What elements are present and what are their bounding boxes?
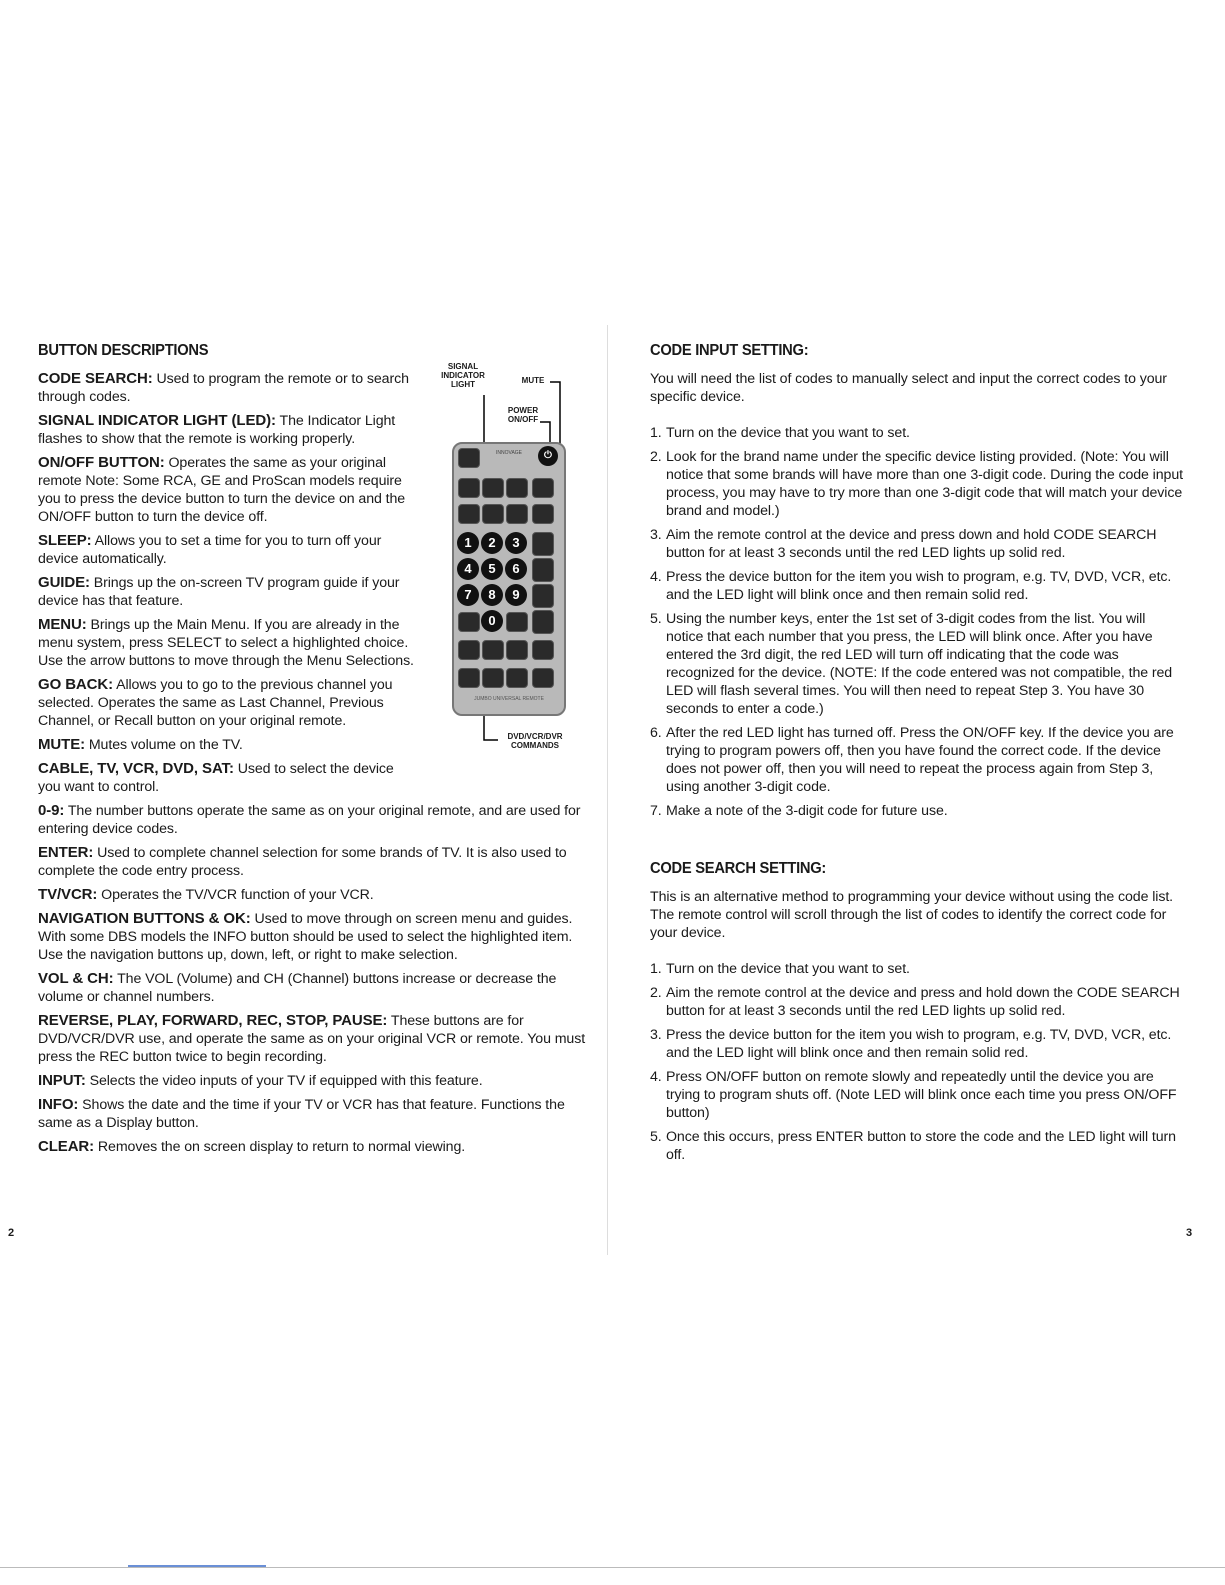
remote-strip-label: JUMBO UNIVERSAL REMOTE	[474, 696, 544, 702]
description-text: Allows you to set a time for you to turn off your device automatically.	[38, 533, 382, 567]
remote-body	[452, 442, 566, 716]
digit-2-key: 2	[481, 532, 503, 554]
description-term: SIGNAL INDICATOR LIGHT (LED):	[38, 412, 276, 429]
step-text: Press the device button for the item you wish to program, e.g. TV, DVD, VCR, etc. and the LED light will blink once and then remain solid red.	[666, 1027, 1172, 1061]
step-text: Aim the remote control at the device and press and hold down the CODE SEARCH button for at least 3 seconds until the red LED lights up solid red.	[666, 985, 1180, 1019]
signal-indicator-label: SIGNAL INDICATOR LIGHT	[441, 362, 485, 389]
step-text: Turn on the device that you want to set.	[666, 425, 910, 441]
description-term: MENU:	[38, 616, 87, 633]
description-text: Shows the date and the time if your TV or VCR has that feature. Functions the same as a Display button.	[38, 1097, 565, 1131]
step-number: 7.	[650, 803, 662, 819]
description-text: Allows you to go to the previous channel you selected. Operates the same as Last Channel, Previous Channel, or Recall button on your original remote.	[38, 677, 393, 729]
scan-blue-mark	[128, 1565, 266, 1567]
step-text: Press ON/OFF button on remote slowly and repeatedly until the device you are trying to program shuts off. (Note LED will blink once each time you press ON/OFF button)	[666, 1069, 1177, 1121]
step-item	[650, 526, 1185, 562]
vol-up-key	[532, 584, 554, 608]
step-text: Press the device button for the item you wish to program, e.g. TV, DVD, VCR, etc. and the LED light will blink once and then remain solid red.	[666, 569, 1172, 603]
description-entry	[38, 736, 418, 754]
digit-5-key: 5	[481, 558, 503, 580]
step-text: Once this occurs, press ENTER button to store the code and the LED light will turn off.	[666, 1129, 1176, 1163]
step-item	[650, 448, 1185, 520]
remote-illustration	[440, 362, 600, 762]
description-term: GUIDE:	[38, 574, 90, 591]
description-text: Used to complete channel selection for some brands of TV. It is also used to complete the code entry process.	[38, 845, 567, 879]
description-term: CABLE, TV, VCR, DVD, SAT:	[38, 760, 234, 777]
digit-4-key: 4	[457, 558, 479, 580]
description-term: CLEAR:	[38, 1138, 95, 1155]
step-number: 6.	[650, 725, 662, 741]
brand-logo: INNOVAGE	[495, 450, 523, 456]
play-key	[482, 640, 504, 660]
description-entry	[38, 574, 418, 610]
description-term: 0-9:	[38, 802, 65, 819]
step-number: 5.	[650, 611, 662, 627]
input-key	[532, 640, 554, 660]
step-number: 2.	[650, 985, 662, 1001]
description-text: Used to move through on screen menu and guides. With some DBS models the INFO button should be used to select the highlighted item. Use the navigation buttons up, down, left, or right to make selection.	[38, 911, 573, 963]
description-term: SLEEP:	[38, 532, 92, 549]
description-text: The VOL (Volume) and CH (Channel) buttons increase or decrease the volume or channel numbers.	[38, 971, 557, 1005]
description-term: GO BACK:	[38, 676, 114, 693]
step-number: 1.	[650, 961, 662, 977]
step-item	[650, 1128, 1185, 1164]
digit-1-key: 1	[457, 532, 479, 554]
step-item	[650, 960, 1185, 978]
code-input-heading: CODE INPUT SETTING:	[650, 342, 809, 359]
menu-key	[506, 478, 528, 498]
description-text: These buttons are for DVD/VCR/DVR use, and operate the same as on your original VCR or remote. You must press the REC button twice to begin recording.	[38, 1013, 586, 1065]
step-text: Turn on the device that you want to set.	[666, 961, 910, 977]
description-text: Selects the video inputs of your TV if equipped with this feature.	[85, 1073, 483, 1089]
step-item	[650, 1068, 1185, 1122]
power-label: POWER ON/OFF	[507, 406, 539, 424]
left-page-number: 2	[8, 1227, 15, 1239]
enter-key	[458, 612, 480, 632]
step-text: Using the number keys, enter the 1st set of 3-digit codes from the list. You will notice that each number that you press, the LED will blink once. After you have entered the 3rd digit, the red LED will turn off indicating that the code was recognized for the device. (NOTE: If the code entered was not compatible, the red LED will flash several times. You will then need to repeat Step 3. You have 30 seconds to enter a code.)	[666, 611, 1173, 717]
description-entry	[38, 1096, 586, 1132]
description-entry	[38, 676, 418, 730]
vol-down-key	[532, 610, 554, 634]
description-term: INPUT:	[38, 1072, 86, 1089]
clear-key	[532, 668, 554, 688]
description-entry	[38, 616, 418, 670]
step-item	[650, 1026, 1185, 1062]
description-term: ENTER:	[38, 844, 94, 861]
tv-vcr-key	[506, 612, 528, 632]
code-search-heading: CODE SEARCH SETTING:	[650, 860, 827, 877]
ch-down-key	[532, 558, 554, 582]
description-term: VOL & CH:	[38, 970, 114, 987]
description-entry	[38, 1138, 586, 1156]
description-term: INFO:	[38, 1096, 79, 1113]
step-text: Aim the remote control at the device and press down and hold CODE SEARCH button for at least 3 seconds until the red LED lights up solid red.	[666, 527, 1157, 561]
description-entry	[38, 1012, 586, 1066]
sleep-key	[458, 478, 480, 498]
description-entry	[38, 454, 418, 526]
code-input-steps	[650, 424, 1185, 820]
right-page-number: 3	[1186, 1227, 1193, 1239]
description-text: Operates the same as your original remote Note: Some RCA, GE and ProScan models require you to press the device button to turn the device on and the ON/OFF button to turn the device off.	[38, 455, 406, 525]
description-entry	[38, 1072, 586, 1090]
description-entry	[38, 760, 418, 796]
description-text: Mutes volume on the TV.	[85, 737, 243, 753]
cable-key	[458, 504, 480, 524]
step-number: 2.	[650, 449, 662, 465]
description-text: The number buttons operate the same as on your original remote, and are used for entering device codes.	[38, 803, 581, 837]
digit-8-key: 8	[481, 584, 503, 606]
digit-0-key: 0	[481, 610, 503, 632]
tv-key	[482, 504, 504, 524]
description-text: Brings up the Main Menu. If you are already in the menu system, press SELECT to select a highlighted choice. Use the arrow buttons to move through the Menu Selections.	[38, 617, 414, 669]
code-search-key	[458, 448, 480, 468]
description-text: Removes the on screen display to return to normal viewing.	[94, 1139, 466, 1155]
vcr-key	[506, 504, 528, 524]
digit-7-key: 7	[457, 584, 479, 606]
step-item	[650, 424, 1185, 442]
step-text: Look for the brand name under the specific device listing provided. (Note: You will notice that some brands will have more than one 3-digit code. During the code input process, you may have to try more than one 3-digit code that will match your device brand and model.)	[666, 449, 1183, 519]
reverse-key	[458, 640, 480, 660]
description-entry	[38, 802, 586, 838]
step-number: 3.	[650, 1027, 662, 1043]
description-term: ON/OFF BUTTON:	[38, 454, 165, 471]
step-item	[650, 610, 1185, 718]
description-entry	[38, 532, 418, 568]
description-term: REVERSE, PLAY, FORWARD, REC, STOP, PAUSE:	[38, 1012, 388, 1029]
description-text: Operates the TV/VCR function of your VCR.	[97, 887, 374, 903]
description-text: Brings up the on-screen TV program guide if your device has that feature.	[38, 575, 400, 609]
description-term: TV/VCR:	[38, 886, 98, 903]
description-term: MUTE:	[38, 736, 85, 753]
right-page	[650, 330, 1185, 1170]
ch-up-key	[532, 532, 554, 556]
step-number: 1.	[650, 425, 662, 441]
digit-3-key: 3	[505, 532, 527, 554]
pause-key	[482, 668, 504, 688]
button-descriptions-heading: BUTTON DESCRIPTIONS	[38, 342, 209, 359]
rec-key	[458, 668, 480, 688]
go-back-key	[532, 478, 554, 498]
dvd-commands-label: DVD/VCR/DVR COMMANDS	[507, 732, 563, 750]
description-term: NAVIGATION BUTTONS & OK:	[38, 910, 251, 927]
code-search-intro: This is an alternative method to programming your device without using the code list. The remote control will scroll through the list of codes to identify the correct code for your device.	[650, 889, 1174, 941]
dvd-key	[532, 504, 554, 524]
step-text: Make a note of the 3-digit code for future use.	[666, 803, 948, 819]
page-gutter	[607, 325, 608, 1255]
description-text: Used to program the remote or to search through codes.	[38, 371, 409, 405]
description-term: CODE SEARCH:	[38, 370, 153, 387]
digit-9-key: 9	[505, 584, 527, 606]
description-entry	[38, 844, 586, 880]
step-item	[650, 568, 1185, 604]
step-item	[650, 802, 1185, 820]
description-entry	[38, 886, 586, 904]
step-item	[650, 724, 1185, 796]
step-number: 5.	[650, 1129, 662, 1145]
description-text: The Indicator Light flashes to show that the remote is working properly.	[38, 413, 396, 447]
step-number: 4.	[650, 1069, 662, 1085]
step-number: 4.	[650, 569, 662, 585]
step-text: After the red LED light has turned off. Press the ON/OFF key. If the device you are trying to program powers off, then you have found the correct code. If the device does not power off, then you will need to repeat the process again from Step 3, using another 3-digit code.	[666, 725, 1174, 795]
power-key: ⏻	[538, 446, 558, 466]
digit-6-key: 6	[505, 558, 527, 580]
description-text: Used to select the device you want to control.	[38, 761, 394, 795]
code-search-steps	[650, 960, 1185, 1164]
scan-bottom-edge	[0, 1567, 1225, 1568]
mute-label: MUTE	[521, 376, 545, 385]
description-entry	[38, 412, 418, 448]
guide-key	[482, 478, 504, 498]
step-number: 3.	[650, 527, 662, 543]
step-item	[650, 984, 1185, 1020]
description-entry	[38, 910, 586, 964]
description-entry	[38, 970, 586, 1006]
info-key	[506, 668, 528, 688]
description-entry	[38, 370, 418, 406]
forward-key	[506, 640, 528, 660]
code-input-intro: You will need the list of codes to manually select and input the correct codes to your specific device.	[650, 371, 1167, 405]
